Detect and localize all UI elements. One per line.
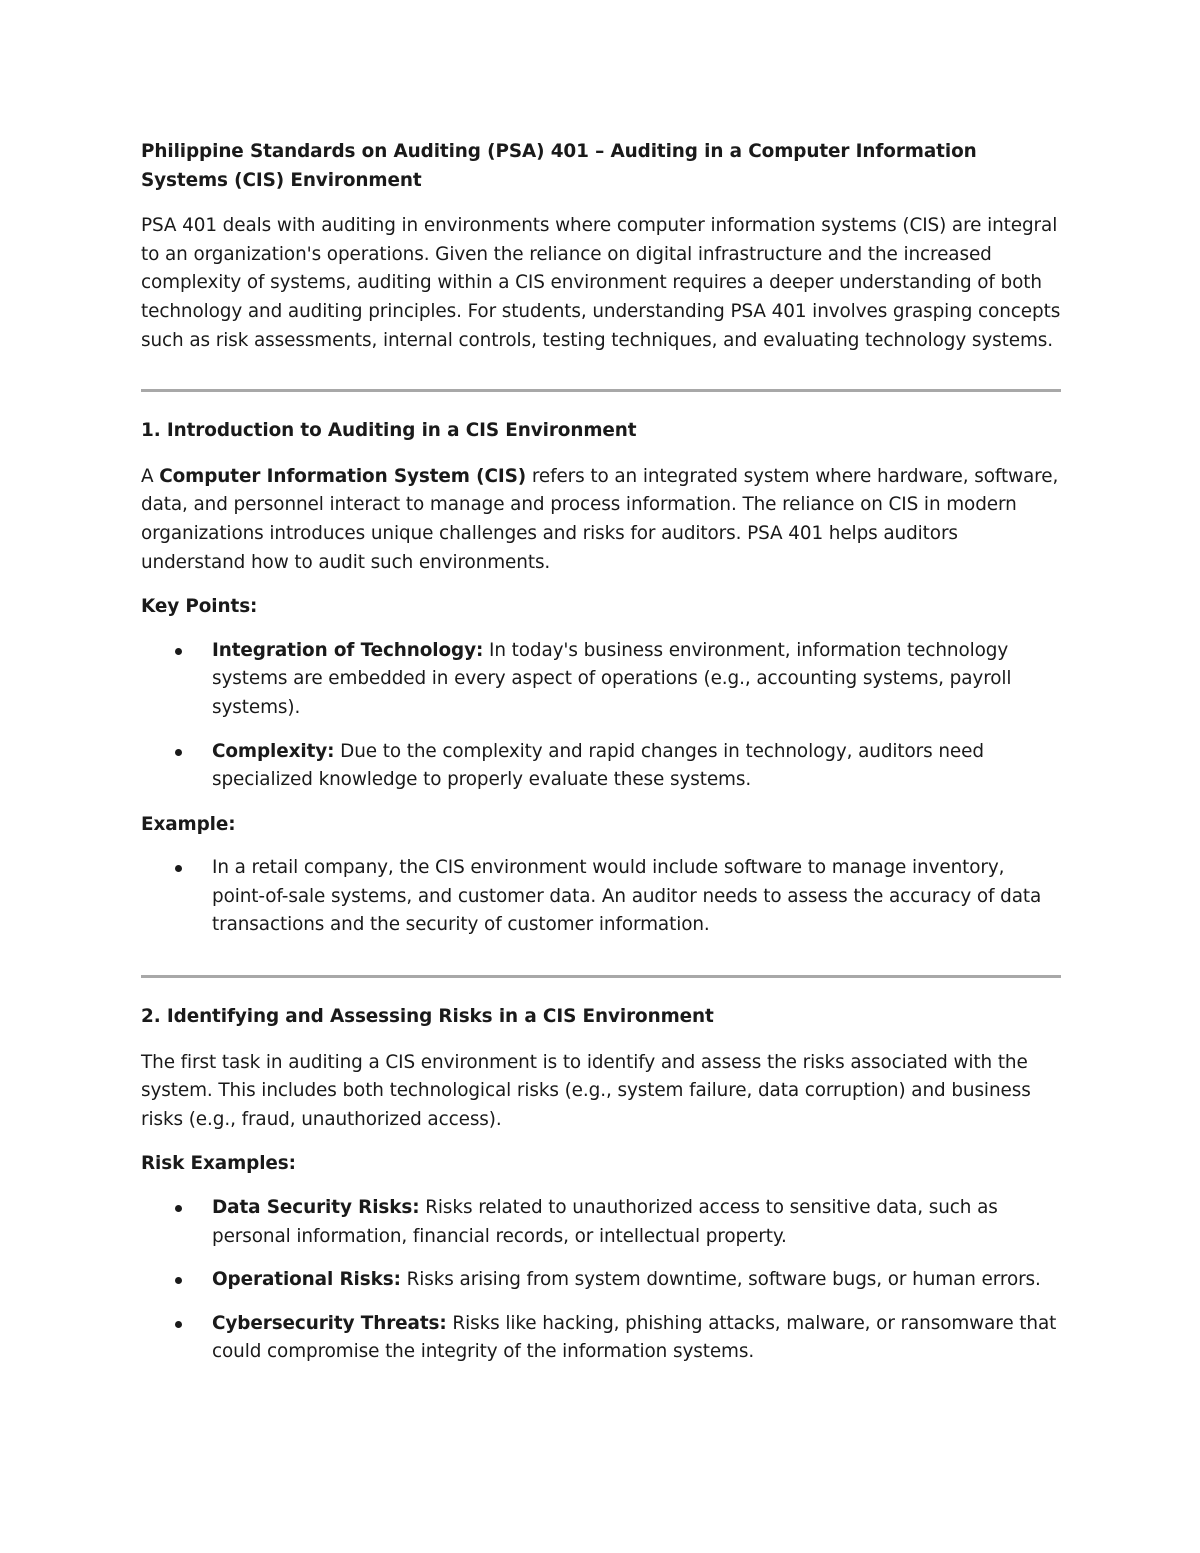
document-title: Philippine Standards on Auditing (PSA) 401 – Auditing in a Computer Information Systems (CIS) Environment — [141, 141, 977, 191]
section-1-body-term: Computer Information System (CIS) — [159, 465, 527, 487]
list-item — [141, 637, 1061, 723]
list-item-term: Data Security Risks: — [212, 1197, 420, 1219]
list-item — [141, 1310, 1061, 1367]
list-item — [141, 1266, 1061, 1295]
list-item-term: Operational Risks: — [212, 1269, 401, 1291]
bullet-icon — [175, 749, 182, 756]
bullet-icon — [175, 1321, 182, 1328]
list-item-term: Complexity: — [212, 740, 335, 762]
section-divider — [141, 389, 1061, 392]
bullet-icon — [175, 865, 182, 872]
bullet-icon — [175, 648, 182, 655]
example-label: Example: — [141, 813, 236, 835]
list-item-term: Cybersecurity Threats: — [212, 1312, 447, 1334]
list-item-text: Risks like hacking, phishing attacks, malware, or ransomware that could compromise the integrity of the information systems. — [212, 1312, 1057, 1363]
section-divider — [141, 975, 1061, 978]
key-points-list — [141, 637, 1061, 795]
list-item — [141, 738, 1061, 795]
list-item-text: In a retail company, the CIS environment would include software to manage inventory, point-of-sale systems, and customer data. An auditor needs to assess the accuracy of data transactions and the security of customer information. — [212, 857, 1042, 936]
examples-list — [141, 854, 1061, 940]
list-item-text: In today's business environment, information technology systems are embedded in every aspect of operations (e.g., accounting systems, payroll systems). — [212, 639, 1012, 718]
list-item — [141, 1194, 1061, 1251]
list-item-term: Integration of Technology: — [212, 639, 484, 661]
risk-examples-list — [141, 1194, 1061, 1367]
list-item-text: Risks arising from system downtime, software bugs, or human errors. — [400, 1269, 1041, 1291]
intro-paragraph: PSA 401 deals with auditing in environments where computer information systems (CIS) are integral to an organization's operations. Given the reliance on digital infrastructure and the increased complexity of systems, auditing within a CIS environment requires a deeper understanding of both technology and auditing principles. For students, understanding PSA 401 involves grasping concepts such as risk assessments, internal controls, testing techniques, and evaluating technology systems. — [141, 215, 1061, 351]
section-1-body-prefix: A — [141, 465, 160, 487]
risk-examples-label: Risk Examples: — [141, 1153, 296, 1175]
section-2-heading: 2. Identifying and Assessing Risks in a CIS Environment — [141, 1006, 714, 1028]
document-page — [141, 138, 1061, 1367]
list-item — [141, 854, 1061, 940]
bullet-icon — [175, 1205, 182, 1212]
section-1-heading: 1. Introduction to Auditing in a CIS Environment — [141, 420, 637, 442]
list-item-text: Due to the complexity and rapid changes in technology, auditors need specialized knowledge to properly evaluate these systems. — [212, 740, 984, 791]
section-1-body-rest: refers to an integrated system where hardware, software, data, and personnel interact to manage and process information. The reliance on CIS in modern organizations introduces unique challenges and risks for auditors. PSA 401 helps auditors understand how to audit such environments. — [141, 465, 1059, 573]
section-1-body — [141, 463, 1061, 577]
bullet-icon — [175, 1277, 182, 1284]
section-2-body: The first task in auditing a CIS environment is to identify and assess the risks associated with the system. This includes both technological risks (e.g., system failure, data corruption) and business risks (e.g., fraud, unauthorized access). — [141, 1051, 1031, 1130]
key-points-label: Key Points: — [141, 596, 258, 618]
list-item-text: Risks related to unauthorized access to sensitive data, such as personal information, financial records, or intellectual property. — [212, 1197, 998, 1247]
